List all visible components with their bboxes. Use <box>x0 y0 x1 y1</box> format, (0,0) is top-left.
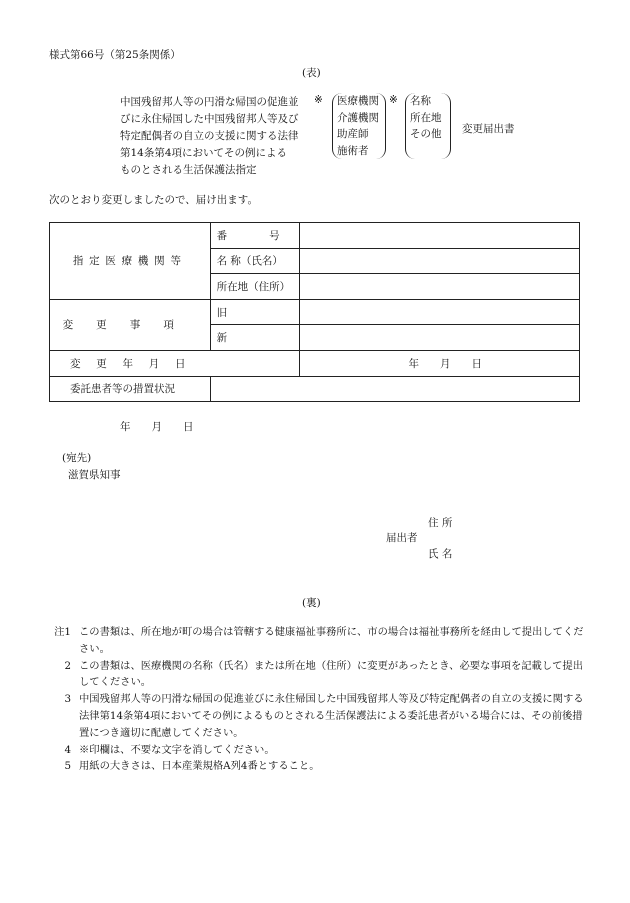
note-text: ※印欄は、不要な文字を消してください。 <box>79 743 275 756</box>
institution-type: 医療機関 <box>337 95 379 107</box>
document-name: 変更届出書 <box>462 123 515 135</box>
address-label: 所在地（住所） <box>210 274 300 300</box>
applicant-address-label: 住 所 <box>428 517 453 529</box>
change-item: 所在地 <box>410 111 442 124</box>
note-number: 4 <box>64 743 71 756</box>
addressee-name: 滋賀県知事 <box>68 469 121 481</box>
note-text: この書類は、所在地が町の場合は管轄する健康福祉事務所に、市の場合は福祉事務所を経由して提出してください。 <box>79 626 584 655</box>
new-field[interactable] <box>300 325 580 351</box>
note-number: 注1 <box>54 626 71 638</box>
note-text: この書類は、医療機関の名称（氏名）または所在地（住所）に変更があったとき、必要な事項を記載して提出してください。 <box>79 659 584 689</box>
asterisk-mark: ※ <box>314 94 323 106</box>
applicant-label: 届出者 <box>386 532 418 544</box>
title-line: ものとされる生活保護法指定 <box>120 164 257 176</box>
note-number: 5 <box>64 760 71 773</box>
addressee-prefix: (宛先) <box>62 452 92 464</box>
institution-type: 介護機関 <box>337 111 379 124</box>
old-label: 旧 <box>210 299 300 325</box>
name-field[interactable] <box>300 248 580 274</box>
institution-type-list <box>332 93 386 159</box>
note-item <box>49 758 589 775</box>
change-item: 名称 <box>410 95 431 107</box>
change-item: その他 <box>410 128 442 140</box>
number-field[interactable] <box>300 223 580 249</box>
note-item <box>49 624 589 658</box>
notes <box>49 624 589 775</box>
change-item-label: 変更事項 <box>50 299 211 350</box>
form-title <box>120 94 325 179</box>
change-date-label: 変更年月日 <box>50 350 300 376</box>
change-date-field[interactable]: 年 月 日 <box>300 350 580 376</box>
note-item <box>49 658 589 692</box>
new-label: 新 <box>210 325 300 351</box>
change-table <box>49 222 580 402</box>
designated-institution-label: 指定医療機関等 <box>50 223 211 300</box>
institution-type: 助産師 <box>337 128 369 140</box>
name-label: 名 称（氏名） <box>210 248 300 274</box>
applicant-name-label: 氏 名 <box>428 548 453 560</box>
number-label: 番 号 <box>210 223 300 249</box>
note-item <box>49 742 589 759</box>
note-number: 2 <box>64 659 71 672</box>
note-text: 用紙の大きさは、日本産業規格A列4番とすること。 <box>79 760 320 773</box>
old-field[interactable] <box>300 299 580 325</box>
intro-text: 次のとおり変更しましたので、届け出ます。 <box>49 194 258 206</box>
institution-type: 施術者 <box>337 144 369 157</box>
submission-date: 年 月 日 <box>120 421 194 433</box>
patient-status-label: 委託患者等の措置状況 <box>50 376 211 402</box>
back-label: (裏) <box>302 597 321 609</box>
note-item <box>49 691 589 741</box>
title-line: 中国残留邦人等の円滑な帰国の促進並 <box>120 96 299 108</box>
title-line: 第14条第4項においてその例による <box>120 147 288 159</box>
front-label: (表) <box>302 67 321 79</box>
note-number: 3 <box>64 693 71 706</box>
asterisk-mark: ※ <box>389 94 398 106</box>
note-text: 中国残留邦人等の円滑な帰国の促進並びに永住帰国した中国残留邦人等及び特定配偶者の自立の支援に関する法律第14条第4項においてその例によるものとされる生活保護法による委託患者がいる場合には、その前後措置につき適切に配慮してください。 <box>79 693 584 739</box>
form-number: 様式第66号（第25条関係） <box>49 49 181 61</box>
change-item-list <box>405 93 451 159</box>
title-line: 特定配偶者の自立の支援に関する法律 <box>120 130 299 142</box>
address-field[interactable] <box>300 274 580 300</box>
title-line: びに永住帰国した中国残留邦人等及び <box>120 113 299 125</box>
patient-status-field[interactable] <box>210 376 579 402</box>
